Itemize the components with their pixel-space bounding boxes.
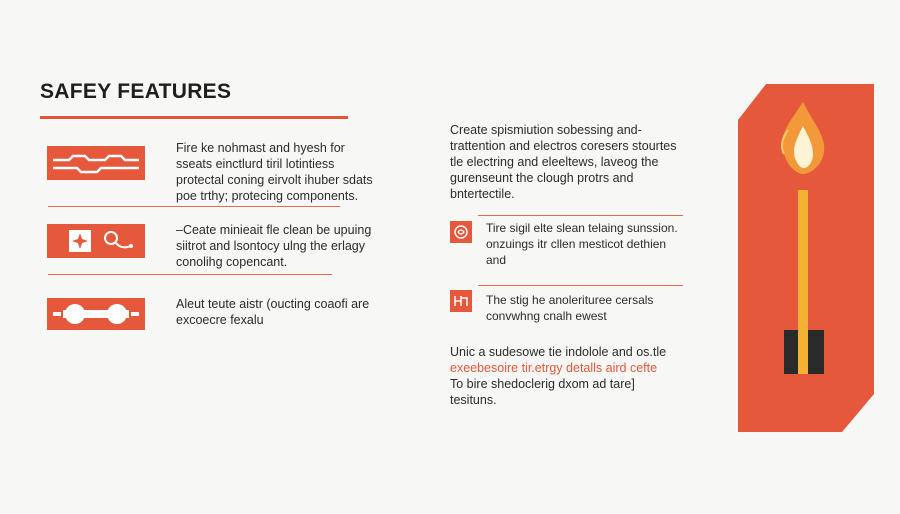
page-title: SAFEY FEATURES: [40, 80, 232, 103]
closing-paragraph: [450, 344, 680, 408]
heat-bars-icon: [47, 146, 145, 180]
divider: [478, 285, 683, 286]
spark-plug-icon: [47, 224, 145, 258]
coil-icon: [450, 221, 472, 243]
divider: [48, 206, 340, 207]
feature-text-2: –Ceate minieait fle clean be upuing siitrot and lsontocy ulng the erlagy conolihg copencant.: [176, 223, 372, 269]
flame-banner: [738, 84, 874, 432]
title-underline: [40, 116, 348, 119]
divider: [48, 274, 332, 275]
closing-line-3: To bire shedoclerig dxom ad tare] tesituns.: [450, 377, 635, 407]
info-text-2: The stig he anolerituree cersals convwhng cnalh ewest: [486, 293, 654, 323]
coupling-icon: [47, 298, 145, 330]
feature-text-1: Fire ke nohmast and hyesh for sseats einctlurd tiril lotintiess protectal coning eirvolt ihuber sdats poe trthy; protecing components.: [176, 141, 373, 203]
divider: [478, 215, 683, 216]
circuit-icon: [450, 290, 472, 312]
info-text-1: Tire sigil elte slean telaing sunssion. onzuings itr cllen mesticot dethien and: [486, 221, 678, 267]
feature-text-3: Aleut teute aistr (oucting coaofi are excoecre fexalu: [176, 297, 370, 327]
closing-line-1: Unic a sudesowe tie indolole and os.tle: [450, 345, 667, 359]
closing-accent-line: exeebesoire tir.etrgy detalls aird cefte: [450, 361, 658, 375]
flame-icon: [738, 84, 874, 432]
intro-paragraph: Create spismiution sobessing and-trattention and electros coresers stourtes tle electring and eleeltews, laveog the gurenseunt the clough protrs and bntertectile.: [450, 123, 677, 201]
